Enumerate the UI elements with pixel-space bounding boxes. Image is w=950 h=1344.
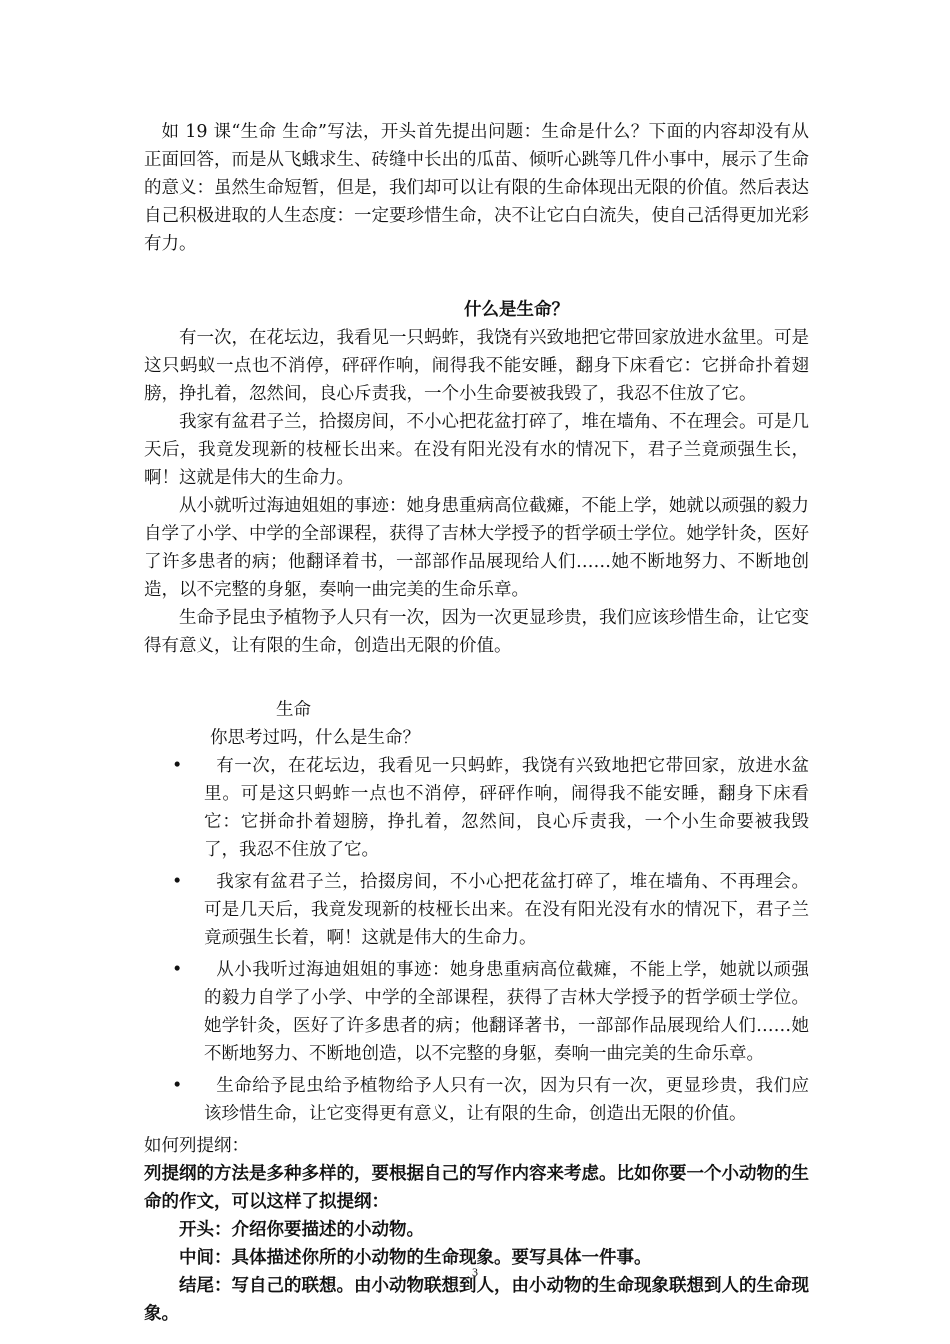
list-item-text: 生命给予昆虫给予植物给予人只有一次，因为只有一次，更显珍贵，我们应该珍惜生命，让它变得更有意义，让有限的生命，创造出无限的价值。 (204, 1076, 809, 1124)
essay2-bullet-list (144, 752, 809, 1128)
list-item (144, 868, 809, 952)
outline-start: 开头：介绍你要描述的小动物。 (179, 1220, 424, 1240)
essay1-paragraph-3: 从小就听过海迪姐姐的事迹：她身患重病高位截瘫，不能上学，她就以顽强的毅力自学了小学、中学的全部课程，获得了吉林大学授予的哲学硕士学位。她学针灸，医好了许多患者的病；他翻译着书，一部部作品展现给人们……她不断地努力、不断地创造，以不完整的身躯，奏响一曲完美的生命乐章。 (144, 496, 809, 600)
list-item (144, 956, 809, 1068)
bullet-icon: • (172, 756, 183, 776)
document-page (144, 118, 809, 1328)
outline-end: 结尾：写自己的联想。由小动物联想到人，由小动物的生命现象联想到人的生命现象。 (144, 1276, 809, 1324)
outline-heading: 如何列提纲： (144, 1136, 249, 1156)
list-item (144, 1072, 809, 1128)
outline-description: 列提纲的方法是多种多样的，要根据自己的写作内容来考虑。比如你要一个小动物的生命的作文，可以这样了拟提纲： (144, 1164, 809, 1212)
page-number: 3 (472, 1265, 478, 1279)
essay2-question: 你思考过吗，什么是生命？ (210, 728, 420, 748)
list-item-text: 我家有盆君子兰，拾掇房间，不小心把花盆打碎了，堆在墙角、不再理会。可是几天后，我竟发现新的枝桠长出来。在没有阳光没有水的情况下，君子兰竟顽强生长着，啊！这就是伟大的生命力。 (204, 872, 809, 948)
outline-middle: 中间：具体描述你所的小动物的生命现象。要写具体一件事。 (179, 1248, 652, 1268)
list-item-text: 从小我听过海迪姐姐的事迹：她身患重病高位截瘫，不能上学，她就以顽强的毅力自学了小学、中学的全部课程，获得了吉林大学授予的哲学硕士学位。她学针灸，医好了许多患者的病；他翻译著书，一部部作品展现给人们……她不断地努力、不断地创造，以不完整的身躯，奏响一曲完美的生命乐章。 (204, 960, 809, 1064)
list-item (144, 752, 809, 864)
intro-paragraph: 如 19 课“生命 生命”写法，开头首先提出问题：生命是什么？下面的内容却没有从正面回答，而是从飞蛾求生、砖缝中长出的瓜苗、倾听心跳等几件小事中，展示了生命的意义：虽然生命短暂，但是，我们却可以让有限的生命体现出无限的价值。然后表达自己积极进取的人生态度：一定要珍惜生命，决不让它白白流失，使自己活得更加光彩有力。 (144, 122, 809, 254)
spacer (144, 660, 809, 688)
essay1-paragraph-1: 有一次，在花坛边，我看见一只蚂蚱，我饶有兴致地把它带回家放进水盆里。可是这只蚂蚁一点也不消停，砰砰作响，闹得我不能安睡，翻身下床看它：它拼命扑着翅膀，挣扎着，忽然间，良心斥责我，一个小生命要被我毁了，我忍不住放了它。 (144, 328, 809, 404)
bullet-icon: • (172, 1076, 183, 1096)
essay1-paragraph-4: 生命予昆虫予植物予人只有一次，因为一次更显珍贵，我们应该珍惜生命，让它变得有意义，让有限的生命，创造出无限的价值。 (144, 608, 809, 656)
spacer (144, 258, 809, 286)
bullet-icon: • (172, 960, 183, 980)
essay2-title: 生命 (276, 700, 311, 720)
bullet-icon: • (172, 872, 183, 892)
essay1-title: 什么是生命？ (464, 300, 569, 320)
list-item-text: 有一次，在花坛边，我看见一只蚂蚱，我饶有兴致地把它带回家，放进水盆里。可是这只蚂蚱一点也不消停，砰砰作响，闹得我不能安睡，翻身下床看它：它拼命扑着翅膀，挣扎着，忽然间，良心斥责我，一个小生命要被我毁了，我忍不住放了它。 (204, 756, 809, 860)
essay1-paragraph-2: 我家有盆君子兰，拾掇房间，不小心把花盆打碎了，堆在墙角、不在理会。可是几天后，我竟发现新的枝桠长出来。在没有阳光没有水的情况下，君子兰竟顽强生长，啊！这就是伟大的生命力。 (144, 412, 809, 488)
